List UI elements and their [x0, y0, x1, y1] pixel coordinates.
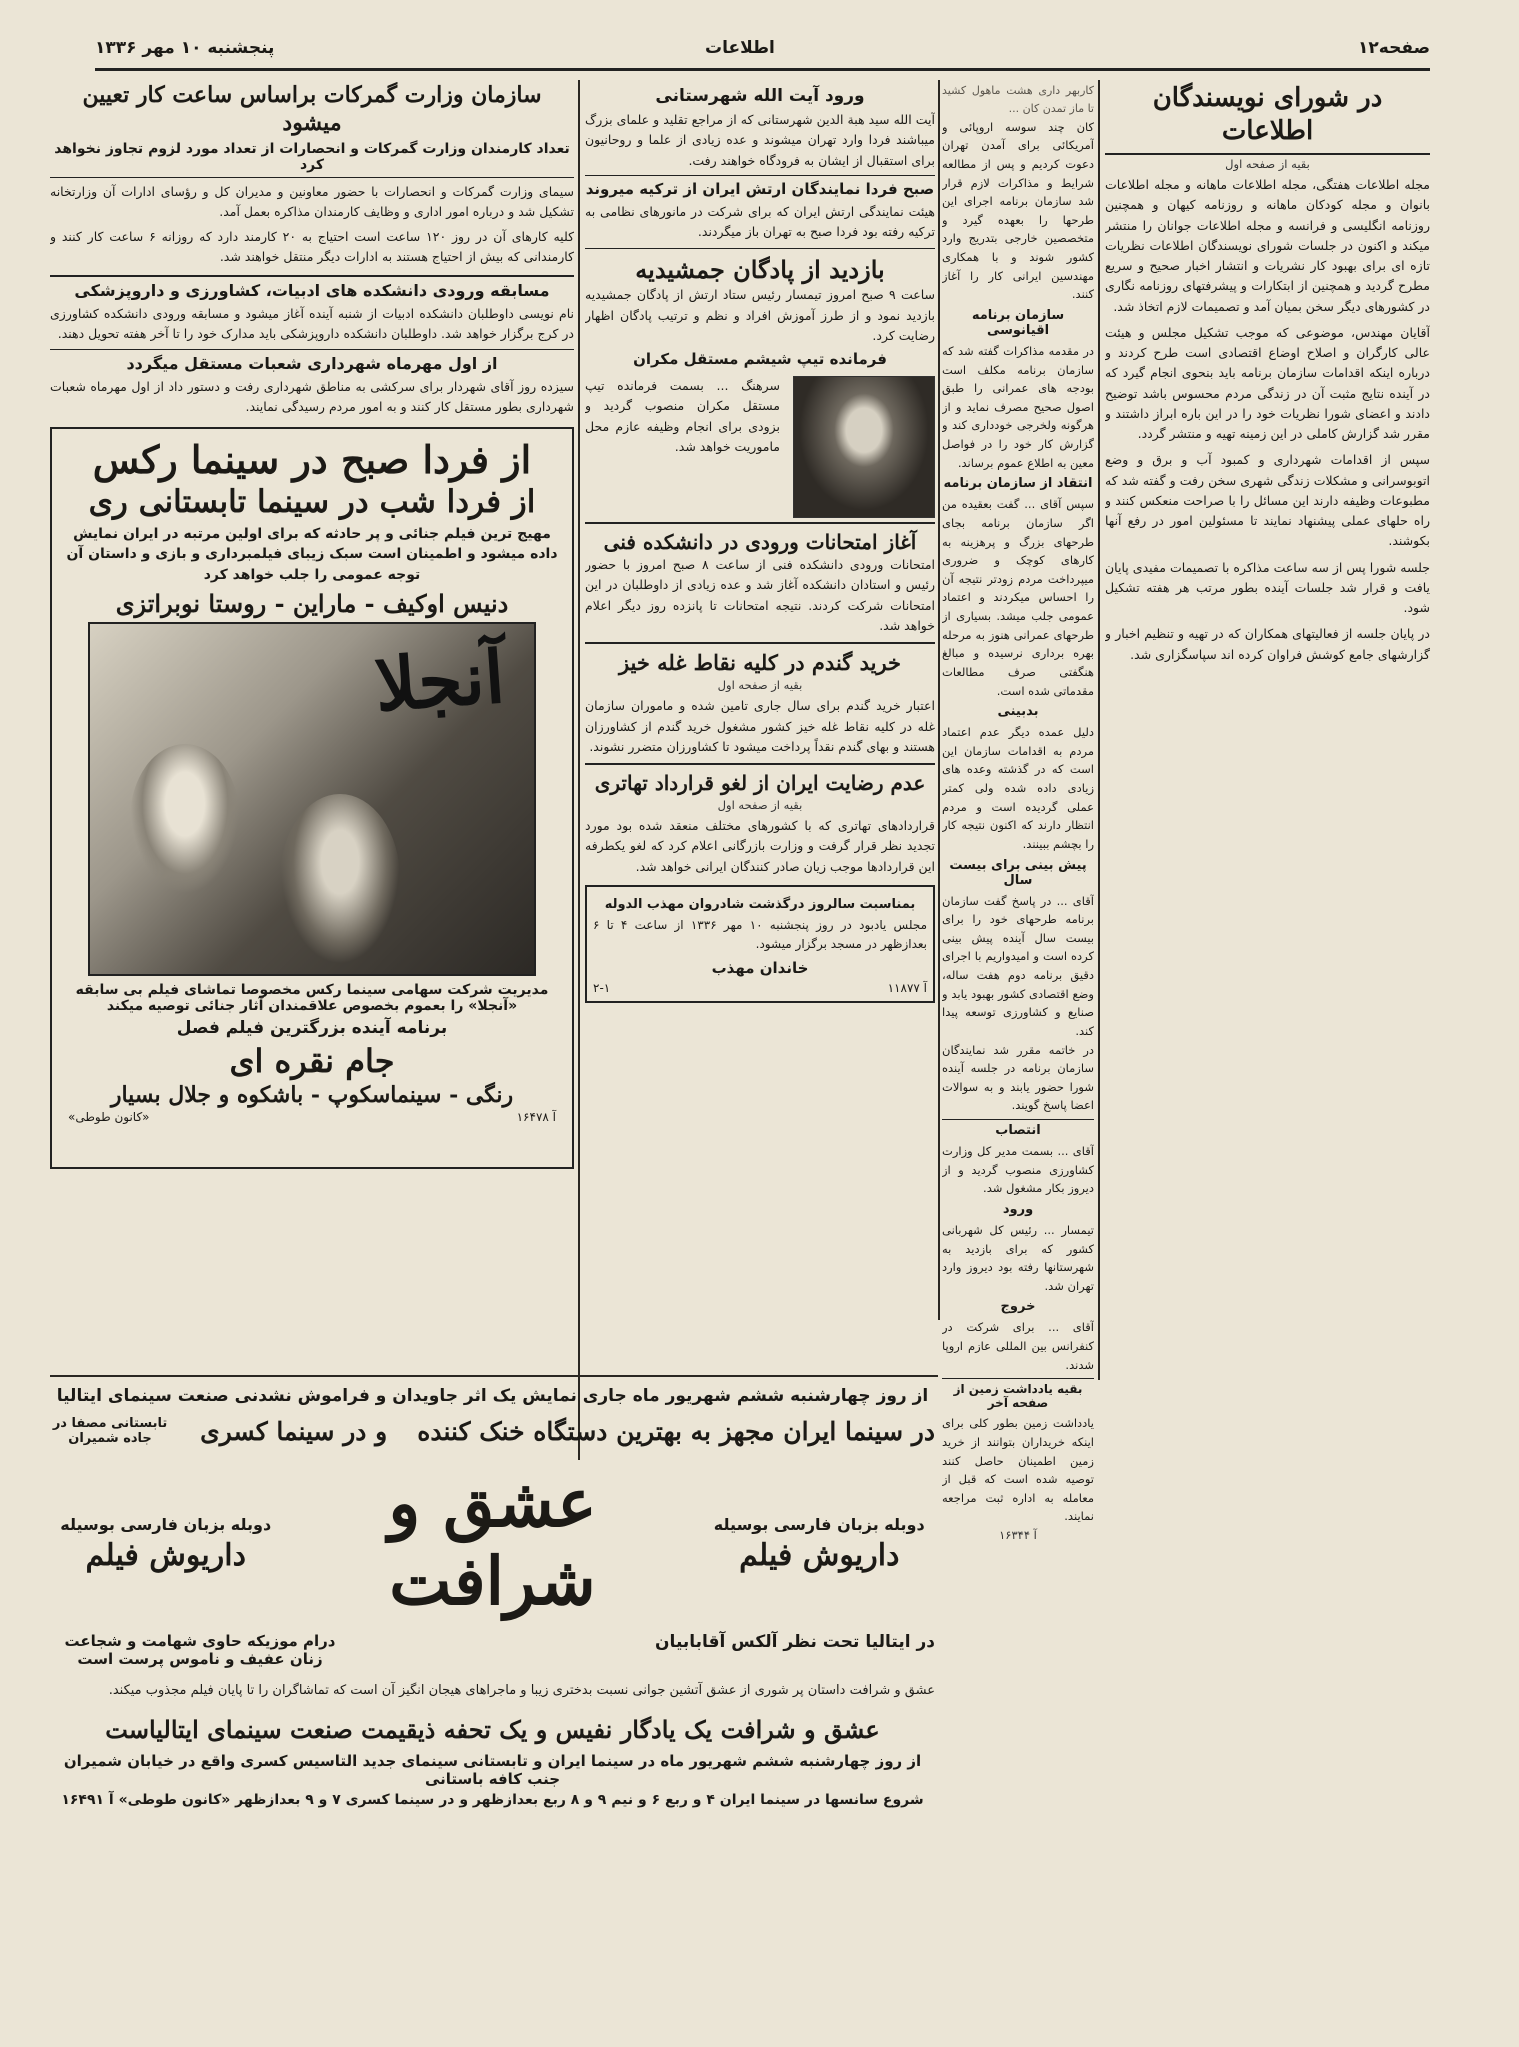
ad-code: ۲-۱ — [593, 980, 611, 995]
article-subheadline: تعداد کارمندان وزارت گمرکات و انحصارات از تعداد مورد لزوم تجاوز نخواهد کرد — [50, 141, 574, 178]
obituary-body: مجلس یادبود در روز پنجشنبه ۱۰ مهر ۱۳۳۶ از ساعت ۴ تا ۶ بعدازظهر در مسجد برگزار میشود. — [593, 917, 928, 952]
article-headline: فرمانده تیپ شیشم مستقل مکران — [633, 350, 887, 368]
ad-title-row — [50, 1464, 935, 1620]
column-2 — [942, 82, 1094, 1982]
actor-figure — [280, 794, 400, 964]
page-header — [95, 26, 1430, 71]
article-paragraph: هیئت نمایندگی ارتش ایران که برای شرکت در مانورهای نظامی به ترکیه رفته بود فردا صبح به تهران باز میگردند. — [585, 203, 935, 239]
article-paragraph: مجله اطلاعات هفتگی، مجله اطلاعات ماهانه و مجله اطلاعات بانوان و مجله کودکان ماهانه و روزنامه کیهان و همچنین روزنامه انگلیسی و فرانسه و مجله اطلاعات جوانان را منتشر میکند و اکنون در جلسات شورای نویسندگان اطلاعات نظریات تازه ای برای بهبود کار نشریات و انتشار اخبار صحیح و سریع مطرح گردید و همچنین از ابتکارات و پیشرفتهای روزنامه نگاری در کشورهای دیگر سخن بمیان آمد و تصمیمات لازم اتخاذ شد. — [1105, 177, 1430, 314]
article-paragraph: دلیل عمده دیگر عدم اعتماد مردم به اقدامات سازمان این است که در گذشته وعده های زیادی داده شده ولی کمتر عملی گردیده است و مردم انتظار دارند که اکنون نتیجه کار را بچشم ببینند. — [942, 725, 1094, 851]
article-paragraph: نام نویسی داوطلبان دانشکده ادبیات از شنبه آینده آغاز میشود و مسابقه ورودی دانشکده کشاورزی در کرج برگزار خواهد شد. داوطلبان دانشکده داروپزشکی باید مدارک خود را تا آخر هفته تحویل دهند. — [50, 306, 574, 342]
ad-schedule: شروع سانسها در سینما ایران ۴ و ربع ۶ و نیم ۹ و ۸ ربع بعدازظهر و در سینما کسری ۷ و ۹ بعدازظهر «کانون طوطی» آ ۱۶۴۹۱ — [61, 1792, 924, 1809]
article-headline: سازمان وزارت گمرکات براساس ساعت کار تعیین میشود — [82, 82, 542, 136]
continuation-note: بقیه از صفحه اول — [717, 798, 803, 812]
article-paragraph: سپس آقای ... گفت بعقیده من اگر سازمان برنامه بجای طرحهای بزرگ و پرهزینه به کارهای کوچک و ضروری میپرداخت مردم زودتر نتیجه آن را احساس میکردند و اعتماد عمومی جلب میشد. بسیاری از طرحهای عمرانی هنوز به مرحله بهره برداری نرسیده و مبالغ هنگفتی صرف مطالعات مقدماتی شده است. — [942, 497, 1094, 698]
ad-venue-note: تابستانی مصفا در جاده شمیران — [52, 1416, 168, 1446]
ad-description: عشق و شرافت داستان پر شوری از عشق آتشین جوانی نسبت بدختری زیبا و ماجراهای هیجان انگیز آن است که تماشاگران را تا پایان فیلم مجذوب میکند. — [108, 1683, 935, 1698]
ad-headline: از فردا صبح در سینما رکس — [92, 437, 532, 482]
film-poster — [88, 622, 536, 976]
column-4 — [50, 82, 574, 1372]
ad-venues — [50, 1412, 935, 1450]
section-heading: پیش بینی برای بیست سال — [949, 857, 1087, 888]
ad-next-program: برنامه آینده بزرگترین فیلم فصل — [176, 1017, 448, 1038]
ad-schedule: از روز چهارشنبه ششم شهریور ماه در سینما ایران و تابستانی سینمای جدید التاسیس کسری واقع در خیابان شمیران جنب کافه باستانی — [63, 1752, 922, 1789]
section-rule — [50, 1375, 938, 1377]
column-rule — [1098, 80, 1100, 1380]
ad-code: آ ۱۶۴۷۸ — [516, 1109, 556, 1124]
ad-dub-left — [50, 1511, 281, 1573]
section-heading: بقیه یادداشت زمین از صفحه آخر — [942, 1378, 1094, 1410]
article-headline: در شورای نویسندگان اطلاعات — [1105, 82, 1430, 155]
ad-next-cast: رنگی - سینماسکوپ - باشکوه و جلال بسیار — [110, 1081, 514, 1108]
article-paragraph: در مقدمه مذاکرات گفته شد که سازمان برنامه مکلف است بودجه های عمرانی را طبق اصول صحیح مصرف نماید و از هرگونه ولخرجی خودداری کند و گزارش کار خود را در فواصل معین به اطلاع عموم برساند. — [942, 343, 1094, 470]
article-paragraph: در پایان جلسه از فعالیتهای همکاران که در تهیه و تنظیم اخبار و گزارشهای جامع کوشش فراوان کرده اند سپاسگزاری شد. — [1105, 626, 1430, 662]
article-paragraph: ساعت ۹ صبح امروز تیمسار رئیس ستاد ارتش از پادگان جمشیدیه بازدید نمود و از طرز آموزش افراد و نظم و ترتیب پادگان اظهار رضایت کرد. — [585, 287, 935, 343]
page-number: صفحه۱۲ — [1358, 38, 1430, 58]
article-headline: بازدید از پادگان جمشیدیه — [585, 248, 935, 285]
section-heading: انتصاب — [942, 1119, 1094, 1138]
ad-codes — [58, 1110, 566, 1124]
article-paragraph: آقای ... برای شرکت در کنفرانس بین المللی عازم اروپا شدند. — [942, 1320, 1094, 1372]
article-headline: مسابقه ورودی دانشکده های ادبیات، کشاورزی و داروپزشکی — [50, 275, 574, 300]
continuation-note: بقیه از صفحه اول — [1225, 157, 1310, 171]
ad-dubber: داریوش فیلم — [739, 1538, 900, 1573]
issue-date: پنجشنبه ۱۰ مهر ۱۳۳۶ — [95, 38, 275, 58]
portrait-block — [585, 372, 935, 522]
article-paragraph: سیمای وزارت گمرکات و انحصارات با حضور معاونین و مدیران کل و رؤسای ادارات آن وزارتخانه تشکیل شد و درباره امور اداری و وظایف کارمندان مذاکره بعمل آمد. — [50, 184, 574, 220]
article-paragraph: سرهنگ ... بسمت فرمانده تیپ مستقل مکران منصوب گردید و بزودی برای انجام وظیفه عازم محل ماموریت خواهد شد. — [585, 378, 780, 454]
ad-production: در ایتالیا تحت نظر آلکس آقابابیان — [655, 1632, 935, 1652]
article-headline: عدم رضایت ایران از لغو قرارداد تهاتری — [585, 763, 935, 796]
article-headline: از اول مهرماه شهرداری شعبات مستقل میگردد — [50, 349, 574, 373]
article-paragraph: سپس از اقدامات شهرداری و کمبود آب و برق و وضع اتوبوسرانی و مشکلات زندگی شهری سخن رفت و گفته شد که مطبوعات وظیفه دارند این مسائل را با صراحت منعکس کنند و راه حلهای عملی پیشنهاد نمایند تا مسئولین امور در رفع آنها بکوشند. — [1105, 452, 1430, 549]
article-paragraph: قراردادهای تهاتری که با کشورهای مختلف منعقد شده بود مورد تجدید نظر قرار گرفت و وزارت بازرگانی اعلام کرد که لغو یکطرفه این قراردادها موجب زیان صادر کنندگان ایرانی خواهد شد. — [585, 818, 935, 874]
ad-slogan: عشق و شرافت یک یادگار نفیس و یک تحفه ذیقیمت صنعت سینمای ایتالیاست — [105, 1715, 880, 1745]
article-paragraph: جلسه شورا پس از سه ساعت مذاکره با تصمیمات مفیدی پایان یافت و قرار شد جلسات آینده بطور مرتب هر هفته تشکیل شود. — [1105, 559, 1430, 615]
ad-headline: از فردا شب در سینما تابستانی ری — [88, 484, 536, 520]
ad-next-film: جام نقره ای — [229, 1041, 395, 1080]
article-paragraph: آیت الله سید هبة الدین شهرستانی که از مراجع تقلید و علمای بزرگ میباشند فردا وارد تهران میشوند و عده زیادی از علما و روحانیون برای استقبال از ایشان به فرودگاه خواهند رفت. — [585, 112, 935, 168]
article-paragraph: تیمسار ... رئیس کل شهربانی کشور که برای بازدید به شهرستانها رفته بود دیروز وارد تهران شد. — [942, 1222, 1094, 1293]
officer-portrait — [793, 376, 935, 518]
article-paragraph: کلیه کارهای آن در روز ۱۲۰ ساعت است احتیاج به ۲۰ کارمند دارد که روزانه ۶ ساعت کار کنند و کارمندانی که بیش از احتیاج هستند به ادارات دیگر منتقل خواهند شد. — [50, 228, 574, 264]
ad-code: آ ۱۶۳۴۴ — [999, 1528, 1037, 1542]
article-paragraph: یادداشت زمین بطور کلی برای اینکه خریداران بتوانند از خرید زمین اطمینان حاصل کنند توصیه شده است که قبل از معامله به اداره ثبت مراجعه نمایند. — [942, 1416, 1094, 1524]
ad-dub: دوبله بزبان فارسی بوسیله — [60, 1515, 272, 1534]
article-paragraph: آقایان مهندس، موضوعی که موجب تشکیل مجلس و هیئت عالی کارگران و اصلاح اوضاع اقتصادی است طرح کردند و درباره اینکه اقدامات سازمان برنامه باید بنحوی انجام گیرد که در آینده نتایج مثبت آن در زندگی مردم محسوس باشد توضیح دادند و اعضای شورا نظریات خود را در این باره ابراز داشتند و مقرر شد گزارش کاملی در این زمینه تهیه و منتشر گردد. — [1105, 324, 1430, 441]
cinema-rex-ad — [50, 427, 574, 1169]
actor-figure — [130, 744, 240, 894]
ad-genre: درام موزیکه حاوی شهامت و شجاعت زنان عفیف و ناموس پرست است — [64, 1632, 336, 1668]
article-headline: ورود آیت الله شهرستانی — [655, 86, 865, 106]
ad-dub-right — [704, 1511, 935, 1573]
film-title-lettering: آنجلا — [371, 633, 507, 728]
article-paragraph: کان چند سوسه اروپائی و آمریکائی برای آمدن تهران دعوت کردیم و پس از مطالعه شرایط و مذاکرات لازم قرار شد سازمان برنامه اجرای این طرحها را بعهده گیرد و متخصصین خارجی بتدریج وارد کشور شوند و با همکاری مهندسین ایرانی کار را آغاز کنند. — [942, 119, 1094, 302]
column-rule — [578, 80, 580, 1460]
ad-info-row — [50, 1628, 935, 1672]
obituary-codes — [593, 981, 927, 995]
ad-venue: و در سینما کسری — [200, 1416, 388, 1446]
ad-code: «کانون طوطی» — [68, 1109, 150, 1124]
column-rule — [938, 80, 940, 1320]
ad-intro: از روز چهارشنبه ششم شهریور ماه جاری نمایش یک اثر جاویدان و فراموش نشدنی صنعت سینمای ایتالیا — [56, 1386, 929, 1406]
ad-film-title: عشق و شرافت — [388, 1464, 597, 1620]
ad-recommendation: مدیریت شرکت سهامی سینما رکس مخصوصا تماشای فیلم بی سابقه «آنجلا» را بعموم بخصوص علاقمندان آثار جنائی توصیه میکند — [75, 981, 549, 1014]
newspaper-name: اطلاعات — [705, 38, 775, 58]
section-heading: ورود — [1002, 1201, 1034, 1217]
obituary-title: بمناسبت سالروز درگذشت شادروان مهذب الدوله — [604, 896, 916, 912]
obituary-family: خاندان مهذب — [711, 958, 809, 977]
continuation-note: بقیه از صفحه اول — [717, 678, 803, 693]
ad-code: آ ۱۱۸۷۷ — [887, 980, 927, 995]
section-heading: خروج — [1000, 1299, 1036, 1315]
article-paragraph: آقای ... بسمت مدیر کل وزارت کشاورزی منصوب گردید و از دیروز بکار مشغول شد. — [942, 1144, 1094, 1196]
article-paragraph: امتحانات ورودی دانشکده فنی از ساعت ۸ صبح امروز با حضور رئیس و استادان دانشکده آغاز شد و عده زیادی از داوطلبان در این امتحانات شرکت کردند. نتیجه امتحانات تا پانزده روز دیگر اعلام خواهد شد. — [585, 557, 935, 633]
section-heading: انتقاد از سازمان برنامه — [943, 476, 1093, 492]
article-reference: کاربهر داری هشت ماهول کشید تا ماز تمدن کان ... — [942, 84, 1094, 115]
article-paragraph: اعتبار خرید گندم برای سال جاری تامین شده و ماموران سازمان غله در کلیه نقاط غله خیز کشور مشغول خرید گندم از کشاورزان هستند و بهای گندم نقداً پرداخت میشود تا کشاورزان متضرر نشوند. — [585, 698, 935, 754]
article-headline: آغاز امتحانات ورودی در دانشکده فنی — [585, 522, 935, 555]
ad-dubber: داریوش فیلم — [85, 1538, 246, 1573]
ad-description: مهیج ترین فیلم جنائی و پر حادثه که برای اولین مرتبه در ایران نمایش داده میشود و اطمینان است سبک زیبای فیلمبرداری و بازی و داستان آن توجه عمومی را جلب خواهد کرد — [66, 526, 558, 583]
cinema-iran-ad — [50, 1382, 935, 1982]
article-paragraph: آقای ... در پاسخ گفت سازمان برنامه طرحهای خود را برای بیست سال آینده پیش بینی کرده است و امیدواریم با اجرای دقیق برنامه دوم هفت ساله، وضع اقتصادی کشور بهبود یابد و صنایع و کشاورزی توسعه پیدا کند. — [942, 893, 1094, 1038]
article-paragraph: در خاتمه مقرر شد نمایندگان سازمان برنامه در جلسه آینده شورا حضور یابند و به سوالات اعضا پاسخ گویند. — [942, 1042, 1094, 1113]
column-3 — [585, 82, 935, 1372]
ad-cast: دنیس اوکیف - ماراین - روستا نوبراتزی — [115, 588, 509, 618]
section-heading: سازمان برنامه اقیانوسی — [971, 307, 1065, 338]
article-paragraph: سیزده روز آقای شهردار برای سرکشی به مناطق شهرداری رفت و دستور داد از اول مهرماه شعبات شهرداری بطور مستقل کار کنند و به امور مردم رسیدگی نمایند. — [50, 378, 574, 414]
section-heading: بدبینی — [997, 704, 1039, 720]
article-headline: خرید گندم در کلیه نقاط غله خیز — [585, 642, 935, 676]
ad-venue: در سینما ایران مجهز به بهترین دستگاه خنک کننده — [417, 1416, 935, 1446]
obituary-box — [585, 885, 935, 1003]
article-headline: صبح فردا نمایندگان ارتش ایران از ترکیه میروند — [585, 175, 935, 198]
column-1 — [1105, 82, 1430, 1982]
ad-dub: دوبله بزبان فارسی بوسیله — [713, 1515, 925, 1534]
